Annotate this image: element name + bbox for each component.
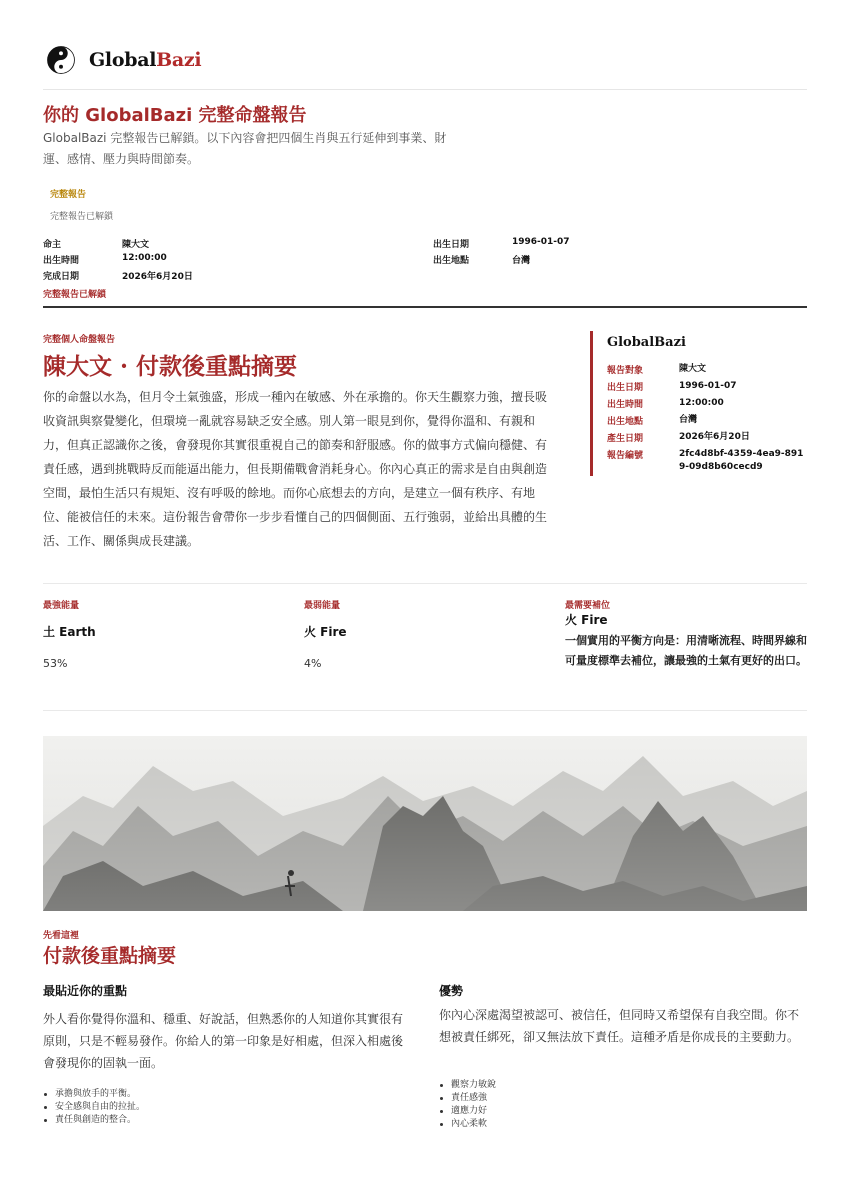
strongest-label: 最強能量 xyxy=(43,601,80,611)
energy-divider-top xyxy=(43,583,807,584)
landscape-painting xyxy=(43,736,807,911)
left-heading: 最貼近你的重點 xyxy=(43,984,128,998)
right-heading: 優勢 xyxy=(439,984,464,998)
section-title: 付款後重點摘要 xyxy=(43,945,177,967)
section-divider xyxy=(43,306,807,308)
birth-time-label: 出生時間 xyxy=(43,256,80,266)
need-text: 一個實用的平衡方向是：用清晰流程、時間界線和可量度標準去補位，讓最強的土氣有更好的出口。 xyxy=(565,634,807,667)
card-row: 報告編號 2fc4d8bf-4359-4ea9-8919-09d8b60cecd9 xyxy=(607,449,804,472)
summary-title: 陳大文 · 付款後重點摘要 xyxy=(43,353,298,380)
birth-time-value: 12:00:00 xyxy=(122,253,167,263)
brand-name: GlobalBazi xyxy=(89,49,202,71)
left-bullet-list xyxy=(43,1088,145,1127)
owner-label: 命主 xyxy=(43,240,62,250)
card-row: 出生地點 台灣 xyxy=(607,415,698,427)
report-info-card xyxy=(590,331,810,476)
report-title: 你的 GlobalBazi 完整命盤報告 xyxy=(43,105,307,126)
yin-yang-icon xyxy=(47,46,75,74)
card-row: 報告對象 陳大文 xyxy=(607,364,707,376)
right-paragraph: 你內心深處渴望被認可、被信任，但同時又希望保有自我空間。你不想被責任綁死，卻又無法放下責任。這種矛盾是你成長的主要動力。 xyxy=(439,1008,800,1044)
owner-value: 陳大文 xyxy=(122,240,150,250)
need-value: 火 Fire xyxy=(565,613,608,627)
list-item: 內心柔軟 xyxy=(439,1118,496,1131)
weakest-value: 火 Fire xyxy=(304,625,347,639)
done-date-label: 完成日期 xyxy=(43,272,80,282)
birth-place-value: 台灣 xyxy=(512,256,531,266)
right-bullet-list xyxy=(439,1079,496,1131)
header-divider xyxy=(43,89,807,90)
report-badge-note: 完整報告已解鎖 xyxy=(50,212,114,222)
brand-logo[interactable] xyxy=(47,44,201,76)
card-row: 出生日期 1996-01-07 xyxy=(607,381,737,393)
done-date-value: 2026年6月20日 xyxy=(122,272,193,282)
need-label: 最需要補位 xyxy=(565,601,611,611)
left-paragraph: 外人看你覺得你溫和、穩重、好說話，但熟悉你的人知道你其實很有原則，只是不輕易發作。你給人的第一印象是好相處，但深入相處後會發現你的固執一面。 xyxy=(43,1012,404,1070)
birth-date-label: 出生日期 xyxy=(433,240,470,250)
summary-body: 你的命盤以水為，但月令土氣強盛，形成一種內在敏感、外在承擔的。你天生觀察力強，擅長吸收資訊與察覺變化，但環境一亂就容易缺乏安全感。別人第一眼見到你，覺得你溫和、有親和力，但真正認識你之後，會發現你其實很重視自己的節奏和舒服感。你的做事方式偏向穩健、有責任感，遇到挑戰時反而能逼出能力，但長期備戰會消耗身心。你內心真正的需求是自由與創造空間，最怕生活只有規矩、沒有呼吸的餘地。而你心底想去的方向，是建立一個有秩序、有地位、能被信任的未來。這份報告會帶你一步步看懂自己的四個側面、五行強弱，並給出具體的生活、工作、關係與成長建議。 xyxy=(43,390,548,548)
strongest-percent: 53% xyxy=(43,657,68,670)
card-row: 出生時間 12:00:00 xyxy=(607,398,724,410)
list-item: 適應力好 xyxy=(439,1105,496,1118)
list-item: 承擔與放手的平衡。 xyxy=(43,1088,145,1101)
list-item: 安全感與自由的拉扯。 xyxy=(43,1101,145,1114)
list-item: 觀察力敏銳 xyxy=(439,1079,496,1092)
list-item: 責任感強 xyxy=(439,1092,496,1105)
list-item: 責任與創造的整合。 xyxy=(43,1114,145,1127)
strongest-value: 土 Earth xyxy=(43,625,96,639)
unlock-status: 完整報告已解鎖 xyxy=(43,290,107,300)
weakest-percent: 4% xyxy=(304,657,322,670)
card-brand: GlobalBazi xyxy=(607,335,686,350)
birth-place-label: 出生地點 xyxy=(433,256,470,266)
report-badge: 完整報告 xyxy=(50,190,87,200)
section-eyebrow: 先看這裡 xyxy=(43,931,80,941)
weakest-label: 最弱能量 xyxy=(304,601,341,611)
summary-eyebrow: 完整個人命盤報告 xyxy=(43,335,116,345)
birth-date-value: 1996-01-07 xyxy=(512,237,570,247)
report-description: GlobalBazi 完整報告已解鎖。以下內容會把四個生肖與五行延伸到事業、財運、感情、壓力與時間節奏。 xyxy=(43,131,447,166)
energy-divider-bottom xyxy=(43,710,807,711)
card-row: 產生日期 2026年6月20日 xyxy=(607,432,750,444)
